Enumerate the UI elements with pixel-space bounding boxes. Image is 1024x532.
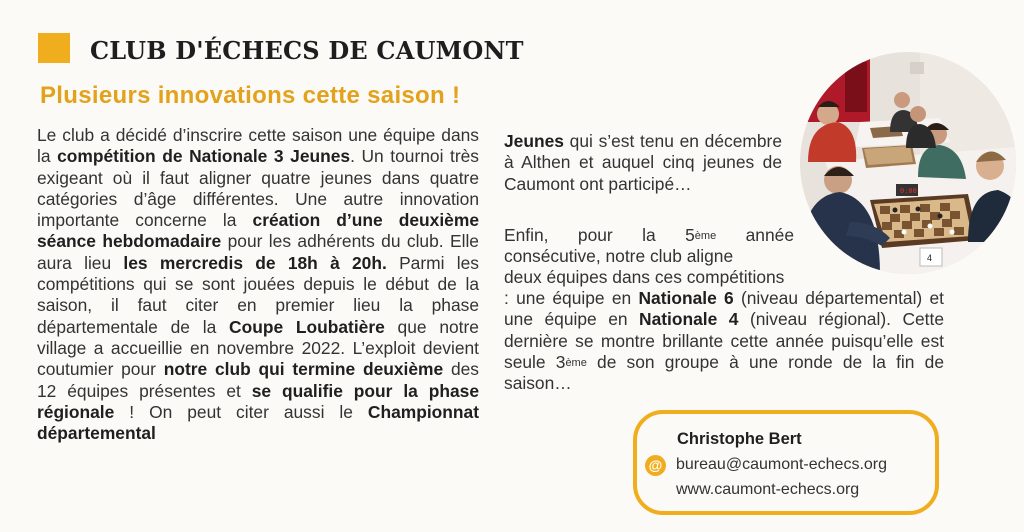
page-title: CLUB D'ÉCHECS DE CAUMONT — [90, 36, 524, 65]
orange-square-icon — [38, 33, 70, 63]
article-column-left — [37, 125, 479, 444]
scoresheet-number: 4 — [927, 253, 933, 263]
text-run: Le club a décidé d’inscrire cette saison une équipe dans la — [37, 125, 479, 167]
bold-run: les mercredis de 18h à 20h. — [123, 252, 387, 273]
text-run: année consécutive, notre club aligne — [504, 225, 794, 267]
chessboard-near — [874, 198, 972, 242]
superscript: ème — [694, 230, 717, 242]
article-column-right-bottom — [504, 288, 944, 394]
bold-run: se qualifie pour la phase régionale — [37, 380, 480, 422]
chess-club-photo — [800, 52, 1016, 274]
clock-display: 0:00 — [900, 187, 917, 195]
chessboard-middle — [862, 145, 916, 168]
text-run: des 12 équipes présentes et — [37, 359, 480, 401]
contact-website[interactable]: www.caumont-echecs.org — [676, 481, 860, 498]
contact-name: Christophe Bert — [677, 430, 802, 448]
text-run: (niveau départemental) et une équipe en — [504, 288, 944, 330]
article-column-right-enfin — [504, 225, 794, 268]
article-subtitle: Plusieurs innovations cette saison ! — [40, 82, 461, 109]
contact-email[interactable]: bureau@caumont-echecs.org — [676, 456, 888, 473]
article-column-right-line — [504, 267, 833, 288]
text-run: ! On peut citer aussi le — [114, 401, 368, 422]
paragraph-3-line — [504, 267, 833, 288]
text-run: (niveau régional). Cette dernière se montre brillante cette année puisqu’elle est seule 3 — [504, 309, 945, 372]
bold-run: Coupe Loubatière — [229, 316, 385, 337]
text-run: . Un tournoi très exigeant où il faut aligner quatre jeunes dans quatre catégories d’âge différentes. Une autre innovation importante concerne la — [37, 146, 479, 231]
paragraph-3-start — [504, 225, 794, 268]
text-run: Parmi les compétitions qui se sont jouées depuis le début de la saison, il faut citer en premier lieu la phase départementale de la — [37, 252, 479, 337]
paragraph-1 — [37, 125, 479, 444]
article-column-right-top — [504, 131, 782, 195]
bold-run: notre club qui termine deuxième — [163, 359, 444, 380]
text-run: deux équipes dans ces compétitions — [504, 267, 785, 287]
paragraph-3-rest — [504, 288, 944, 394]
bold-run: Jeunes — [504, 131, 564, 151]
bold-run: création d’une deuxième séance hebdomadaire — [37, 210, 479, 252]
email-at-icon: @ — [645, 455, 666, 476]
chess-players-illustration — [800, 52, 1016, 274]
superscript: ème — [565, 356, 587, 369]
text-run: : une équipe en — [504, 288, 639, 308]
bold-run: Nationale 6 — [638, 288, 734, 308]
text-run: pour les adhérents du club. Elle aura lieu — [37, 231, 479, 273]
text-run: qui s’est tenu en décembre à Althen et auquel cinq jeunes de Caumont ont participé… — [504, 131, 782, 194]
text-run: que notre village a accueillie en novembre 2022. L’exploit devient coutumier pour — [37, 316, 479, 380]
bold-run: Nationale 4 — [639, 309, 739, 330]
text-run: Enfin, pour la 5 — [504, 225, 695, 245]
bold-run: compétition de Nationale 3 Jeunes — [57, 146, 351, 167]
paragraph-2 — [504, 131, 782, 195]
text-run: de son groupe à une ronde de la fin de saison… — [504, 351, 945, 394]
bold-run: Championnat départemental — [37, 401, 479, 444]
